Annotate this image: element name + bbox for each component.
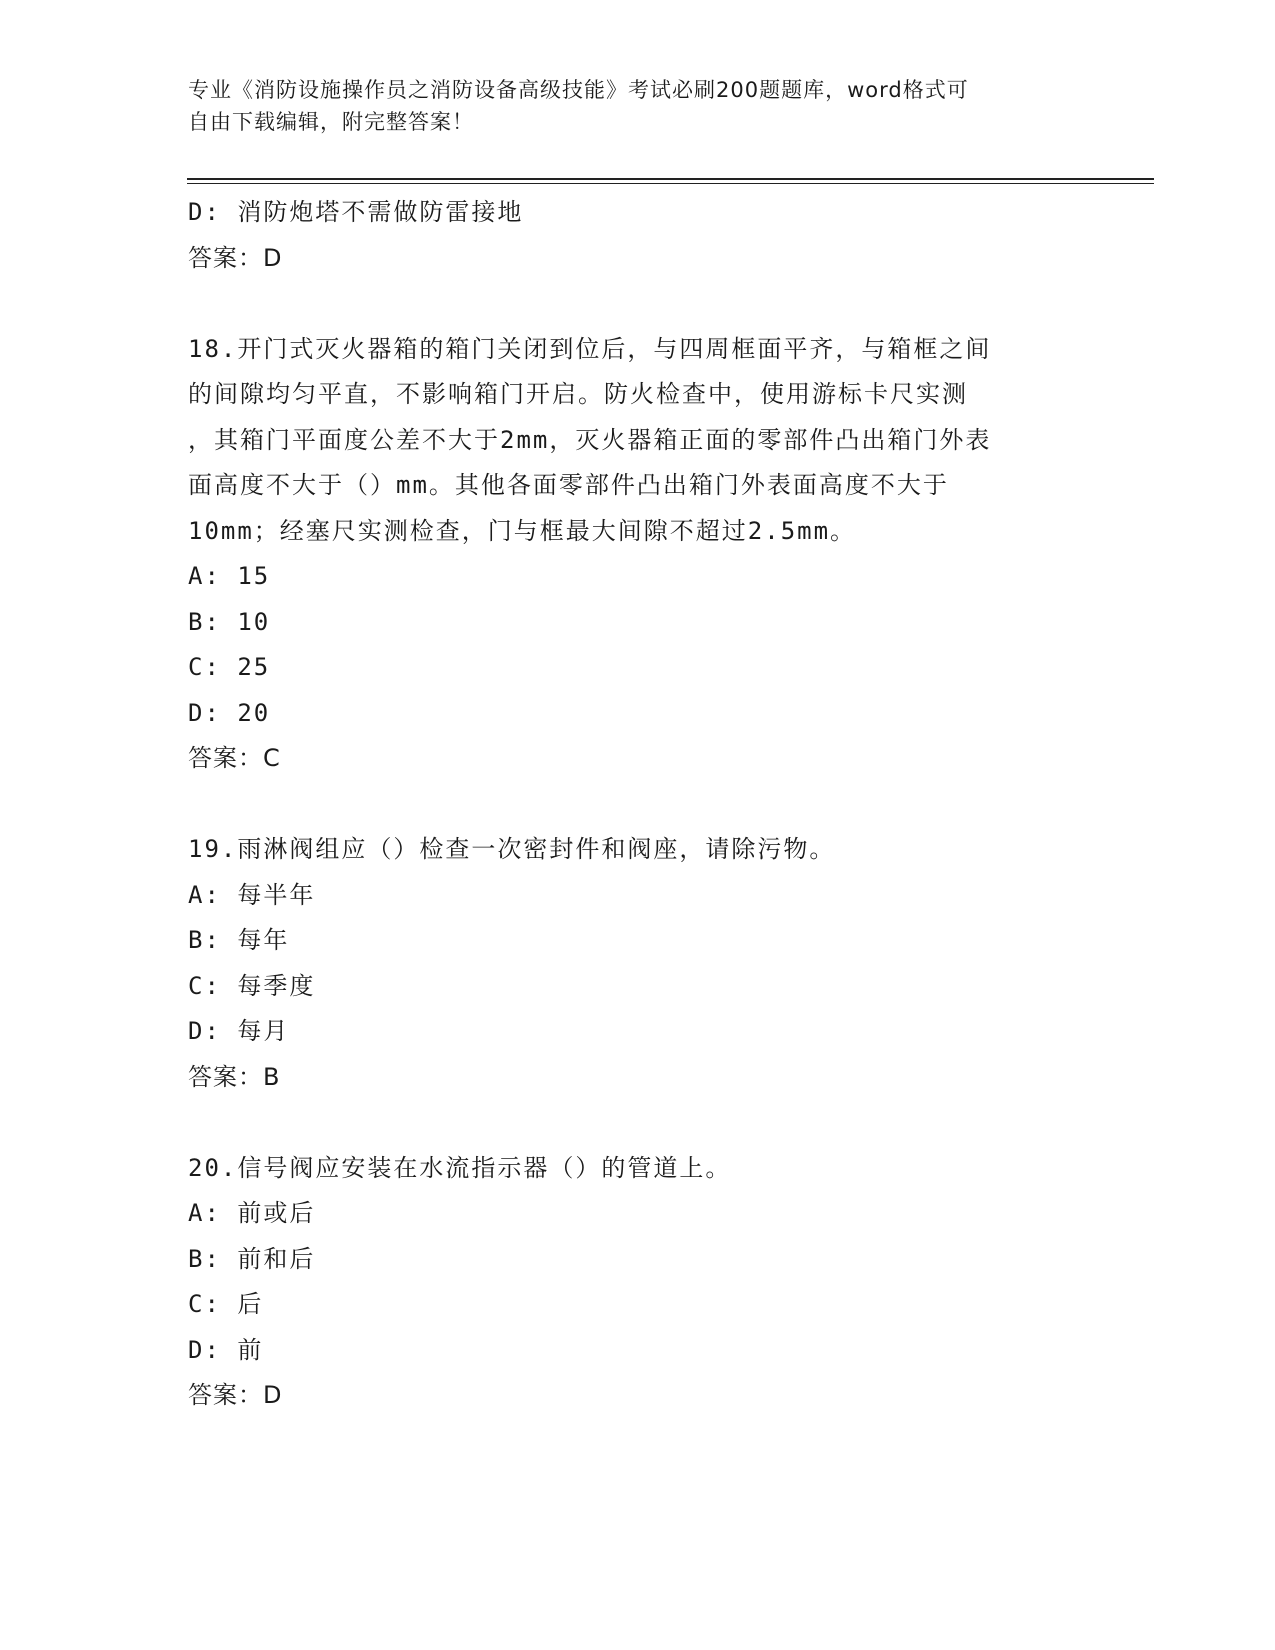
- option-d: D: 前: [188, 1335, 264, 1364]
- question-stem-line: 19.雨淋阀组应（）检查一次密封件和阀座，请除污物。: [188, 835, 836, 863]
- question-stem-line: 面高度不大于（）mm。其他各面零部件凸出箱门外表面高度不大于: [188, 471, 949, 499]
- answer: 答案：C: [188, 744, 281, 772]
- question-stem-line: 的间隙均匀平直，不影响箱门开启。防火检查中，使用游标卡尺实测: [188, 380, 968, 408]
- answer: 答案：B: [188, 1062, 281, 1091]
- header-divider-thick: [187, 178, 1154, 180]
- option-c: C: 25: [188, 653, 271, 681]
- question-20: [188, 1146, 1088, 1419]
- option-b: B: 每年: [188, 926, 290, 954]
- option-a: A: 15: [188, 562, 271, 590]
- header-divider-thin: [187, 183, 1154, 184]
- question-stem-line: 18.开门式灭火器箱的箱门关闭到位后，与四周框面平齐，与箱框之间: [188, 334, 992, 363]
- option-a: A: 前或后: [188, 1199, 316, 1227]
- option-c: C: 每季度: [188, 971, 316, 1000]
- option-b: B: 10: [188, 607, 271, 636]
- question-stem-line: 20.信号阀应安装在水流指示器（）的管道上。: [188, 1153, 732, 1182]
- option-d: D: 20: [188, 698, 271, 727]
- question-19: [188, 827, 1088, 1100]
- prev-question-answer: 答案：D: [188, 243, 283, 272]
- option-c: C: 后: [188, 1290, 264, 1318]
- question-18: [188, 327, 1088, 782]
- header-line-1: 专业《消防设施操作员之消防设备高级技能》考试必刷200题题库，word格式可: [188, 78, 969, 102]
- option-a: A: 每半年: [188, 880, 316, 909]
- question-stem-line: 10mm；经塞尺实测检查，门与框最大间隙不超过2.5mm。: [188, 516, 857, 545]
- prev-question-option-d: D: 消防炮塔不需做防雷接地: [188, 198, 524, 226]
- header-line-2: 自由下载编辑，附完整答案！: [188, 110, 474, 134]
- document-header: [188, 74, 1088, 138]
- answer: 答案：D: [188, 1381, 283, 1409]
- option-d: D: 每月: [188, 1017, 290, 1045]
- question-content: [188, 190, 1088, 1419]
- option-b: B: 前和后: [188, 1244, 316, 1273]
- question-stem-line: ，其箱门平面度公差不大于2mm，灭火器箱正面的零部件凸出箱门外表: [188, 425, 992, 454]
